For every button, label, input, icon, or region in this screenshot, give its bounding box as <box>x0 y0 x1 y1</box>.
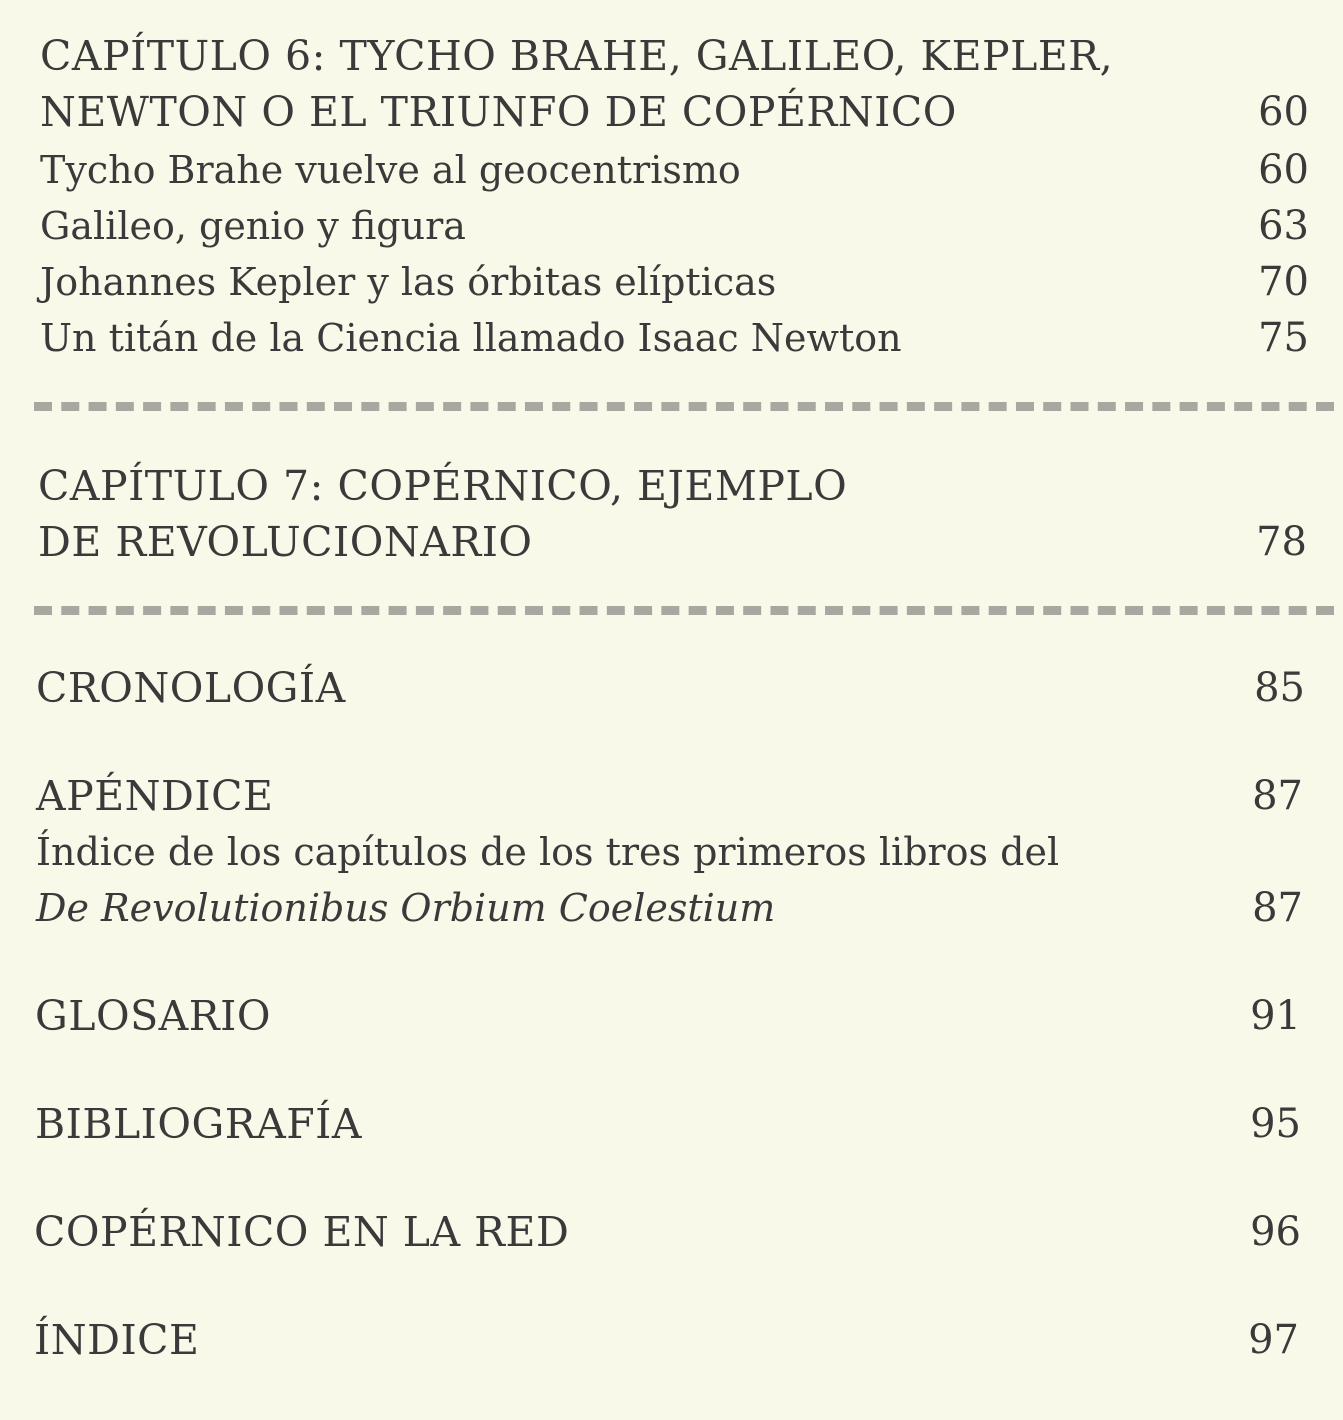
toc-entry-glosario[interactable] <box>0 988 1343 1044</box>
section-divider <box>34 606 1334 615</box>
apendice-page-number: 87 <box>1252 773 1303 819</box>
cronologia-page-number: 85 <box>1254 665 1305 711</box>
chapter7-page-number: 78 <box>1256 519 1307 565</box>
toc-entry-cronologia[interactable] <box>0 660 1343 716</box>
indice-label: ÍNDICE <box>34 1316 200 1364</box>
chapter6-title-line2: NEWTON O EL TRIUNFO DE COPÉRNICO <box>40 88 957 136</box>
toc-entry-page-number: 70 <box>1258 259 1309 305</box>
indice-page-number: 97 <box>1248 1317 1299 1363</box>
chapter6-title-line1-row <box>0 28 1343 84</box>
cronologia-label: CRONOLOGÍA <box>36 664 346 712</box>
apendice-sub-line1-row <box>0 824 1343 880</box>
apendice-sub-page-number: 87 <box>1252 885 1303 931</box>
toc-entry-apendice[interactable] <box>0 768 1343 824</box>
glosario-label: GLOSARIO <box>35 992 271 1040</box>
toc-entry-indice[interactable] <box>0 1312 1343 1368</box>
glosario-page-number: 91 <box>1250 993 1301 1039</box>
apendice-sub-line2-row[interactable] <box>0 880 1343 936</box>
toc-entry-page-number: 63 <box>1258 203 1309 249</box>
chapter7-title-line2: DE REVOLUCIONARIO <box>38 518 533 566</box>
red-page-number: 96 <box>1250 1209 1301 1255</box>
chapter6-title-line2-row[interactable] <box>0 84 1343 140</box>
toc-entry-copernico-en-la-red[interactable] <box>0 1204 1343 1260</box>
chapter6-title-line1: CAPÍTULO 6: TYCHO BRAHE, GALILEO, KEPLER, <box>40 32 1114 80</box>
toc-entry-label: Johannes Kepler y las órbitas elípticas <box>40 260 777 304</box>
toc-entry-bibliografia[interactable] <box>0 1096 1343 1152</box>
chapter7-title-line1: CAPÍTULO 7: COPÉRNICO, EJEMPLO <box>38 462 848 510</box>
toc-entry-page-number: 60 <box>1258 147 1309 193</box>
apendice-sub-line2: De Revolutionibus Orbium Coelestium <box>36 886 776 930</box>
chapter6-page-number: 60 <box>1258 89 1309 135</box>
red-label: COPÉRNICO EN LA RED <box>34 1208 570 1256</box>
toc-entry-newton[interactable] <box>0 310 1343 366</box>
toc-entry-label: Galileo, genio y figura <box>40 204 466 248</box>
chapter7-title-line2-row[interactable] <box>0 514 1343 570</box>
toc-entry-tycho-brahe[interactable] <box>0 142 1343 198</box>
bibliografia-label: BIBLIOGRAFÍA <box>35 1100 362 1148</box>
toc-entry-label: Un titán de la Ciencia llamado Isaac Newton <box>40 316 902 360</box>
apendice-sub-line1: Índice de los capítulos de los tres primeros libros del <box>36 830 1060 874</box>
toc-entry-galileo[interactable] <box>0 198 1343 254</box>
section-divider <box>34 402 1334 411</box>
toc-entry-label: Tycho Brahe vuelve al geocentrismo <box>40 148 741 192</box>
chapter7-title-line1-row <box>0 458 1343 514</box>
bibliografia-page-number: 95 <box>1250 1101 1301 1147</box>
apendice-label: APÉNDICE <box>36 772 274 820</box>
toc-entry-kepler[interactable] <box>0 254 1343 310</box>
toc-entry-page-number: 75 <box>1258 315 1309 361</box>
